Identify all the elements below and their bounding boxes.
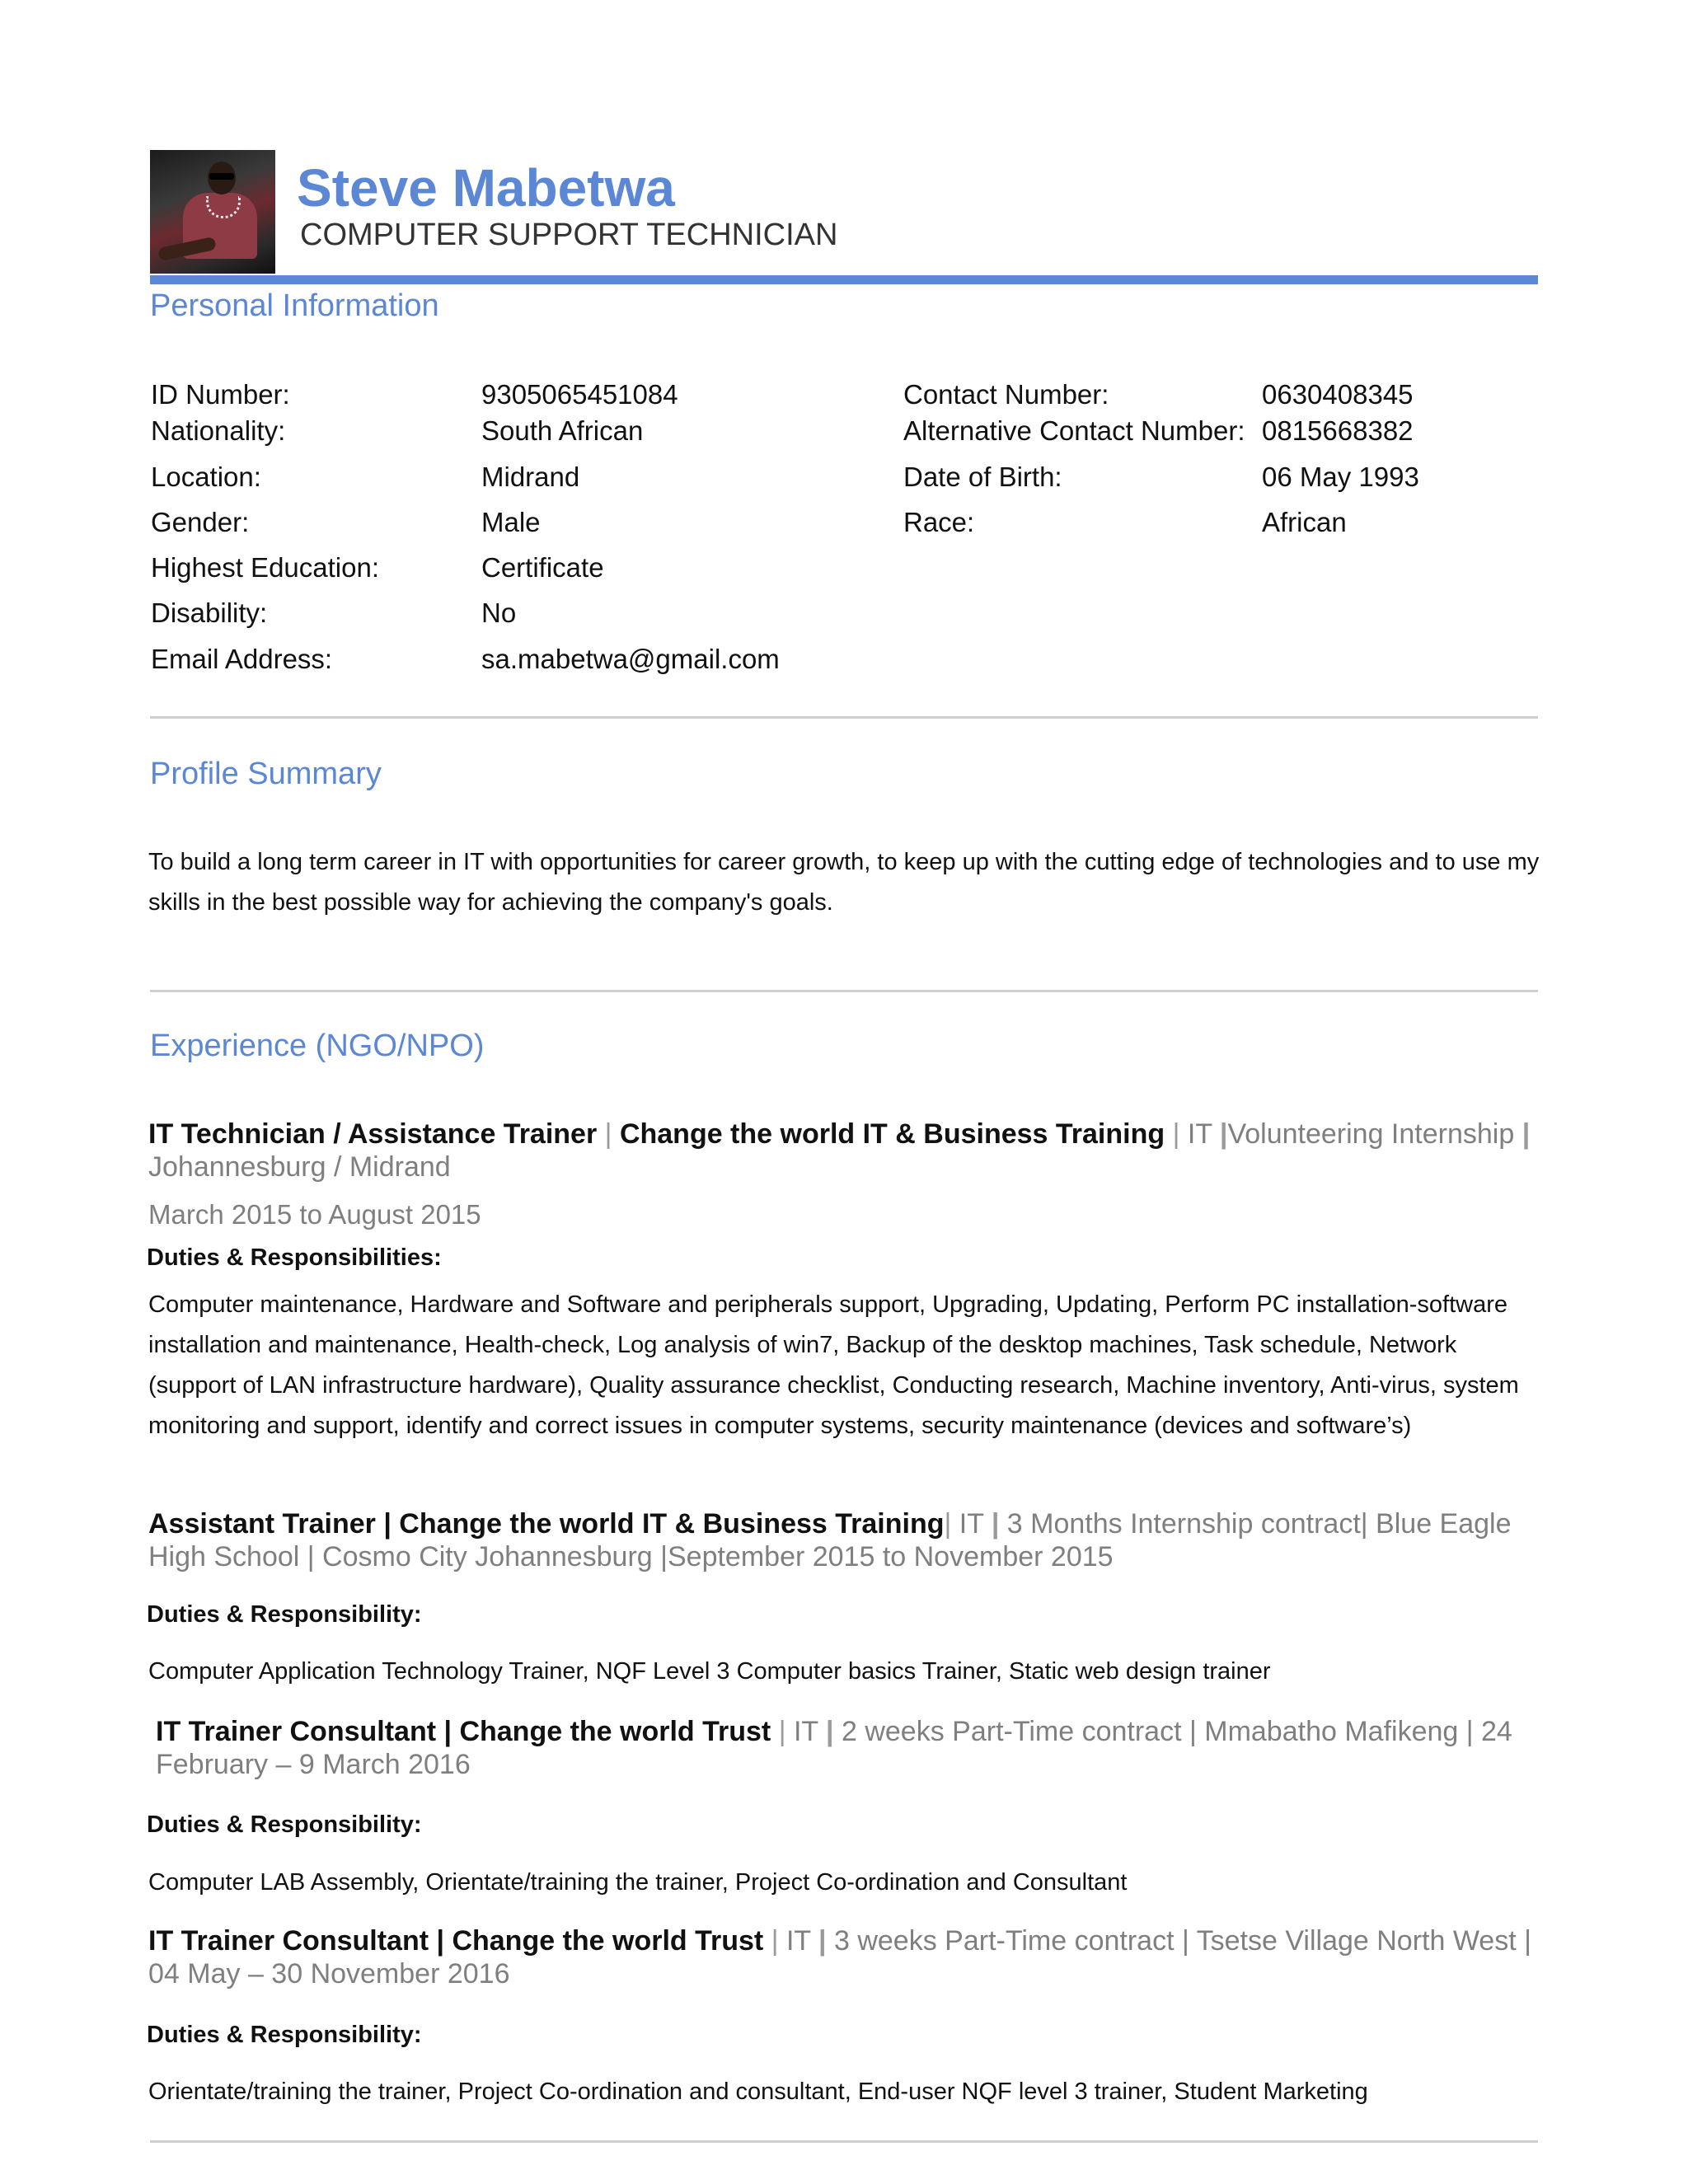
job-separator: |	[991, 1508, 1000, 1540]
pi-label: ID Number:	[151, 379, 290, 410]
personal-information-heading: Personal Information	[150, 288, 439, 323]
pi-value: sa.mabetwa@gmail.com	[481, 644, 780, 674]
job-details: 3 Months Internship contract| Blue Eagle High School | Cosmo City Johannesburg |September 2015 to November 2015	[148, 1508, 1512, 1572]
job-entry-heading	[148, 1118, 1550, 1183]
job-role: IT Trainer Consultant | Change the world Trust	[156, 1716, 771, 1747]
profile-summary-text: To build a long term career in IT with opportunities for career growth, to keep up with the cutting edge of technologies and to use my skills in the best possible way for achieving the company's goals.	[148, 849, 1540, 916]
section-divider	[150, 990, 1538, 992]
candidate-job-title: COMPUTER SUPPORT TECHNICIAN	[300, 218, 838, 252]
pi-label: Alternative Contact Number:	[903, 415, 1245, 446]
duties-text: Computer Application Technology Trainer, NQF Level 3 Computer basics Trainer, Static web design trainer	[148, 1658, 1271, 1685]
pi-label: Email Address:	[151, 644, 333, 674]
pi-value: Midrand	[481, 462, 580, 492]
job-location: Johannesburg / Midrand	[148, 1151, 451, 1183]
duties-text: Orientate/training the trainer, Project Co-ordination and consultant, End-user NQF level 3 trainer, Student Marketing	[148, 2079, 1368, 2105]
job-details: 3 weeks Part-Time contract | Tsetse Village North West | 04 May – 30 November 2016	[148, 1925, 1531, 1990]
job-period: March 2015 to August 2015	[148, 1199, 481, 1230]
pi-value: Male	[481, 507, 541, 537]
profile-summary-heading: Profile Summary	[150, 757, 382, 791]
duties-label: Duties & Responsibility:	[147, 2022, 422, 2048]
job-separator: |	[597, 1118, 620, 1150]
job-field: IT	[1187, 1118, 1220, 1150]
job-separator: |	[1219, 1118, 1228, 1150]
pi-label: Disability:	[151, 598, 268, 628]
pi-value: No	[481, 598, 517, 628]
job-separator: |	[944, 1508, 959, 1540]
job-separator: |	[763, 1925, 786, 1957]
pi-value: South African	[481, 415, 644, 446]
pi-label: Location:	[151, 462, 261, 492]
job-role: IT Trainer Consultant | Change the world Trust	[148, 1925, 764, 1957]
section-divider	[150, 716, 1538, 719]
pi-value: 0630408345	[1262, 379, 1414, 410]
pi-value: 06 May 1993	[1262, 462, 1419, 492]
job-role: IT Technician / Assistance Trainer	[148, 1118, 598, 1150]
job-entry-heading	[148, 1507, 1550, 1573]
duties-label: Duties & Responsibility:	[147, 1601, 422, 1628]
pi-value: African	[1262, 507, 1347, 537]
job-separator: |	[826, 1716, 834, 1747]
pi-value: Certificate	[481, 552, 604, 583]
pi-label: Contact Number:	[903, 379, 1109, 410]
job-field: IT	[793, 1716, 827, 1747]
duties-label: Duties & Responsibilities:	[147, 1244, 442, 1271]
header-rule	[150, 275, 1538, 284]
job-separator: |	[771, 1716, 794, 1747]
pi-label: Nationality:	[151, 415, 286, 446]
pi-label: Date of Birth:	[903, 462, 1062, 492]
duties-label: Duties & Responsibility:	[147, 1811, 422, 1838]
duties-text: Computer LAB Assembly, Orientate/training the trainer, Project Co-ordination and Consultant	[148, 1869, 1128, 1896]
job-separator: |	[818, 1925, 827, 1957]
pi-label: Gender:	[151, 507, 250, 537]
job-entry-heading	[148, 1924, 1550, 1990]
job-details: Volunteering Internship	[1227, 1118, 1522, 1150]
job-separator: |	[1165, 1118, 1188, 1150]
pi-label: Highest Education:	[151, 552, 380, 583]
profile-photo	[150, 150, 275, 274]
pi-value: 9305065451084	[481, 379, 678, 410]
job-role: Assistant Trainer | Change the world IT & Business Training	[148, 1508, 945, 1540]
experience-heading: Experience (NGO/NPO)	[150, 1029, 485, 1063]
job-entry-heading	[156, 1715, 1557, 1781]
candidate-name: Steve Mabetwa	[297, 158, 675, 218]
duties-text: Computer maintenance, Hardware and Software and peripherals support, Upgrading, Updating, Perform PC installation-software installation and maintenance, Health-check, Log analysis of win7, Backup of the desktop machines, Task schedule, Network (support of LAN infrastructure hardware), Quality assurance checklist, Conducting research, Machine inventory, Anti-virus, system monitoring and support, identify and correct issues in computer systems, security maintenance (devices and software’s)	[148, 1291, 1519, 1439]
pi-label: Race:	[903, 507, 975, 537]
pi-value: 0815668382	[1262, 415, 1414, 446]
section-divider	[150, 2140, 1538, 2143]
job-field: IT	[959, 1508, 992, 1540]
job-details: 2 weeks Part-Time contract | Mmabatho Mafikeng | 24 February – 9 March 2016	[156, 1716, 1512, 1780]
job-separator: |	[1522, 1118, 1531, 1150]
job-field: IT	[785, 1925, 819, 1957]
job-organization: Change the world IT & Business Training	[619, 1118, 1165, 1150]
